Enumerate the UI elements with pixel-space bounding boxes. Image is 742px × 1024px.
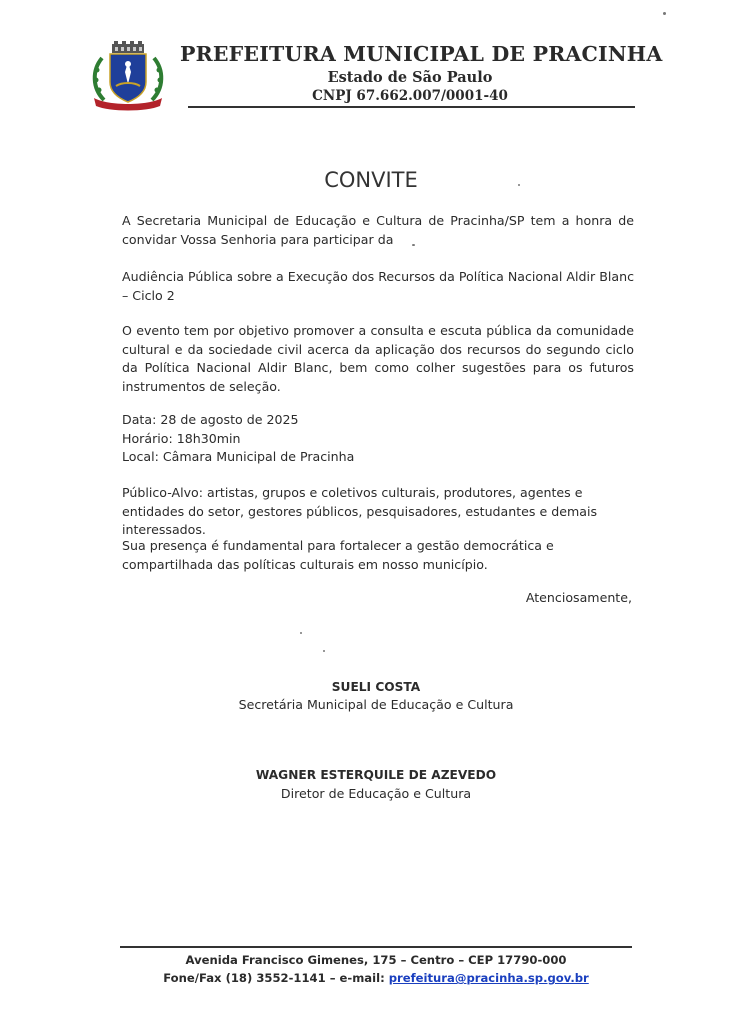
- municipality-title: PREFEITURA MUNICIPAL DE PRACINHA: [180, 42, 663, 66]
- objective-paragraph: O evento tem por objetivo promover a consulta e escuta pública da comunidade cultural e da sociedade civil acerca da aplicação dos recursos do segundo ciclo da Política Nacional Aldir Blanc, bem como colher sugestões para os futuros instrumentos de seleção.: [122, 323, 634, 394]
- footer-phone: Fone/Fax (18) 3552-1141 – e-mail:: [163, 971, 389, 985]
- closing-paragraph: Sua presença é fundamental para fortalecer a gestão democrática e compartilhada das políticas culturais em nosso município.: [122, 538, 554, 572]
- email-link[interactable]: prefeitura@pracinha.sp.gov.br: [388, 971, 589, 985]
- event-location: Local: Câmara Municipal de Pracinha: [122, 449, 355, 464]
- salutation: Atenciosamente,: [525, 590, 632, 605]
- audience-paragraph: Público-Alvo: artistas, grupos e coletivos culturais, produtores, agentes e entidades do setor, gestores públicos, pesquisadores, estudantes e demais interessados.: [122, 485, 598, 537]
- scan-speck: [663, 12, 666, 15]
- signatory-role: Diretor de Educação e Cultura: [280, 786, 472, 801]
- document-title: CONVITE: [324, 168, 418, 192]
- footer-address: Avenida Francisco Gimenes, 175 – Centro – CEP 17790-000: [185, 953, 567, 967]
- municipal-coat-of-arms-icon: [88, 40, 168, 112]
- scan-speck: [412, 244, 415, 246]
- intro-paragraph: A Secretaria Municipal de Educação e Cultura de Pracinha/SP tem a honra de convidar Vossa Senhoria para participar da: [122, 213, 634, 247]
- event-details: [122, 411, 634, 467]
- scan-speck: [518, 184, 520, 186]
- footer-divider: [120, 946, 632, 948]
- state-name: Estado de São Paulo: [327, 69, 493, 86]
- signatory-name: WAGNER ESTERQUILE DE AZEVEDO: [255, 768, 497, 782]
- cnpj-number: CNPJ 67.662.007/0001-40: [312, 88, 508, 104]
- scan-speck: [300, 632, 302, 634]
- event-date: Data: 28 de agosto de 2025: [122, 412, 299, 427]
- signatory-role: Secretária Municipal de Educação e Cultura: [238, 697, 514, 712]
- event-name-paragraph: Audiência Pública sobre a Execução dos Recursos da Política Nacional Aldir Blanc – Ciclo 2: [122, 269, 634, 303]
- header-divider: [188, 106, 635, 108]
- scan-speck: [323, 650, 325, 652]
- event-time: Horário: 18h30min: [122, 430, 241, 446]
- footer-contact: [0, 971, 742, 985]
- signatory-name: SUELI COSTA: [331, 680, 421, 694]
